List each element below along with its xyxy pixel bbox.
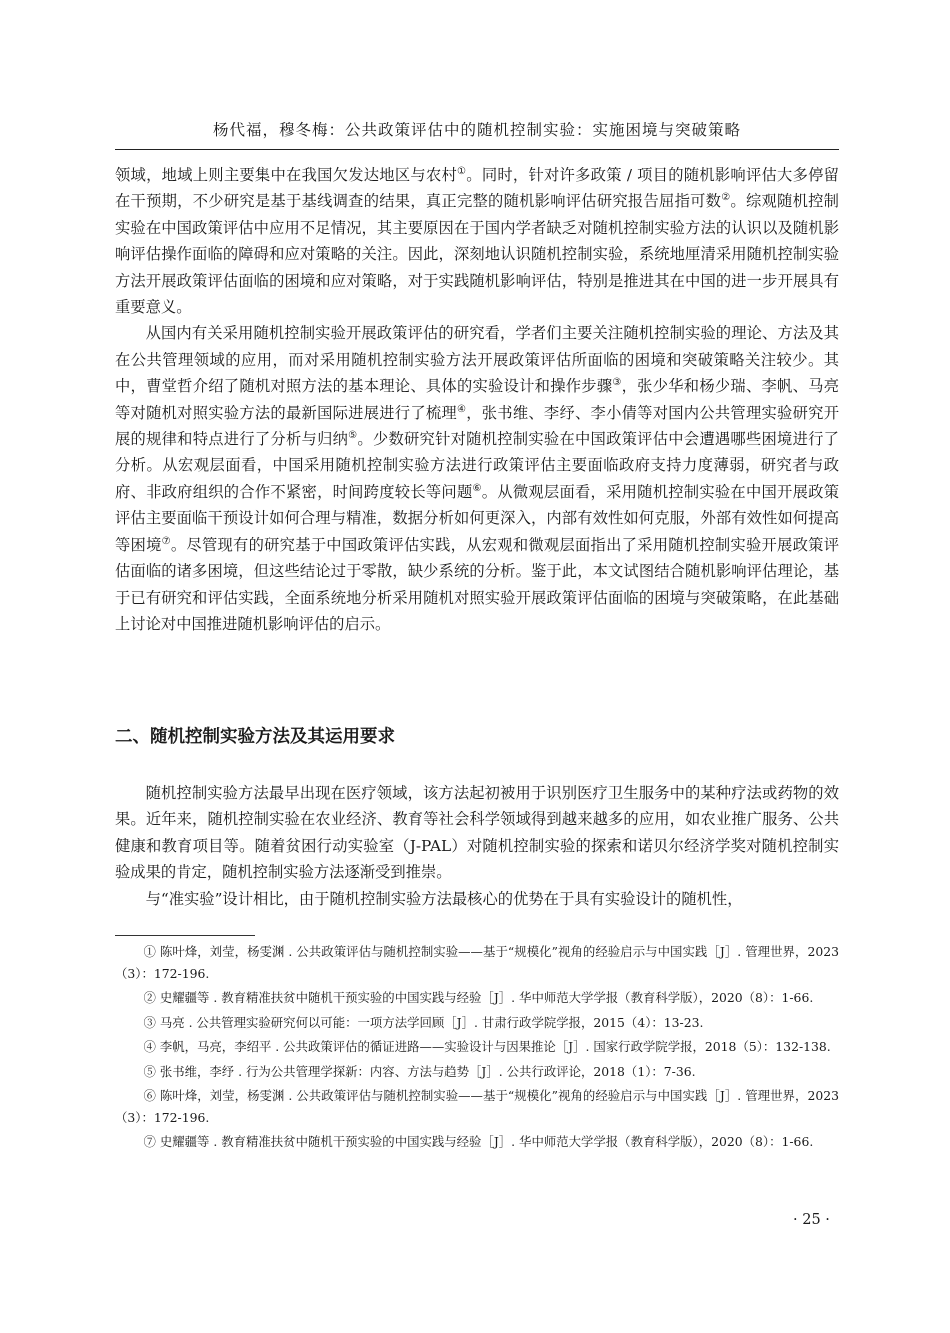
footnote-5: ⑤ 张书维，李纾 . 行为公共管理学探新：内容、方法与趋势［J］. 公共行政评论，2018（1）：7-36. xyxy=(143,1063,696,1079)
footnote-ref-2[interactable]: ② xyxy=(721,192,731,204)
footnote-ref-4[interactable]: ④ xyxy=(456,403,467,415)
running-header: 杨代福，穆冬梅：公共政策评估中的随机控制实验：实施困境与突破策略 xyxy=(212,121,741,139)
intro-text xyxy=(115,162,839,637)
footnote-6: ⑥ 陈叶烽，刘莹，杨雯渊 . 公共政策评估与随机控制实验——基于“规模化”视角的经验启示与中国实践［J］. 管理世界，2023（3）：172-196. xyxy=(115,1088,839,1125)
paragraph-2 xyxy=(115,320,839,637)
paragraph-1-part-b: 。同时，针对许多政策 / 项目的随机影响评估大多停留在干预期，不少研究是基于基线调查的结果，真正完整的随机影响评估研究报告屈指可数 xyxy=(115,166,839,211)
footnote-ref-3[interactable]: ③ xyxy=(612,377,622,389)
paragraph-2-part-d: 。少数研究针对随机控制实验在中国政策评估中会遭遇哪些困境进行了分析。从宏观层面看，中国采用随机控制实验方法进行政策评估主要面临政府支持力度薄弱，研究者与政府、非政府组织的合作不紧密，时间跨度较长等问题 xyxy=(115,430,839,501)
section-2-paragraph-2: 与“准实验”设计相比，由于随机控制实验方法最核心的优势在于具有实验设计的随机性， xyxy=(145,889,743,908)
footnote-ref-5[interactable]: ⑤ xyxy=(348,429,358,441)
section-2-text xyxy=(115,780,839,912)
paragraph-2-part-b: ，张少华和杨少瑞、李帆、马亮等对随机对照实验方法的最新国际进展进行了梳理 xyxy=(115,377,839,422)
footnote-3: ③ 马亮 . 公共管理实验研究何以可能：一项方法学回顾［J］. 甘肃行政学院学报，2015（4）：13-23. xyxy=(143,1014,704,1030)
page-number: · 25 · xyxy=(793,1212,830,1228)
footnote-ref-1[interactable]: ① xyxy=(457,165,467,177)
footnote-4: ④ 李帆，马亮，李绍平 . 公共政策评估的循证进路——实验设计与因果推论［J］. 国家行政学院学报，2018（5）：132-138. xyxy=(143,1039,831,1054)
footnote-ref-7[interactable]: ⑦ xyxy=(161,535,171,547)
section-2-paragraph-1: 随机控制实验方法最早出现在医疗领域，该方法起初被用于识别医疗卫生服务中的某种疗法或药物的效果。近年来，随机控制实验在农业经济、教育等社会科学领域得到越来越多的应用，如农业推广服务、公共健康和教育项目等。随着贫困行动实验室（J-PAL）对随机控制实验的探索和诺贝尔经济学奖对随机控制实验成果的肯定，随机控制实验方法逐渐受到推崇。 xyxy=(115,784,839,882)
paragraph-2-part-f: 。尽管现有的研究基于中国政策评估实践，从宏观和微观层面指出了采用随机控制实验开展政策评估面临的诸多困境，但这些结论过于零散，缺少系统的分析。鉴于此，本文试图结合随机影响评估理论，基于已有研究和评估实践，全面系统地分析采用随机对照实验开展政策评估面临的困境与突破策略，在此基础上讨论对中国推进随机影响评估的启示。 xyxy=(115,535,839,633)
header-divider xyxy=(115,149,839,150)
paragraph-1 xyxy=(115,162,839,320)
footnotes xyxy=(115,941,839,1156)
paragraph-1-part-a: 领域，地域上则主要集中在我国欠发达地区与农村 xyxy=(115,166,458,184)
paragraph-2-part-e: 。从微观层面看，采用随机控制实验在中国开展政策评估主要面临干预设计如何合理与精准，数据分析如何更深入，内部有效性如何克服，外部有效性如何提高等困境 xyxy=(115,482,839,554)
section-heading: 二、随机控制实验方法及其运用要求 xyxy=(115,727,395,747)
footnote-divider xyxy=(115,935,255,936)
footnote-1: ① 陈叶烽，刘莹，杨雯渊 . 公共政策评估与随机控制实验——基于“规模化”视角的经验启示与中国实践［J］. 管理世界，2023（3）：172-196. xyxy=(115,944,839,981)
footnote-ref-6[interactable]: ⑥ xyxy=(472,482,482,494)
footnote-2: ② 史耀疆等 . 教育精准扶贫中随机干预实验的中国实践与经验［J］. 华中师范大学学报（教育科学版），2020（8）：1-66. xyxy=(143,990,814,1005)
footnote-7: ⑦ 史耀疆等 . 教育精准扶贫中随机干预实验的中国实践与经验［J］. 华中师范大学学报（教育科学版），2020（8）：1-66. xyxy=(143,1134,814,1149)
paragraph-2-part-a: 从国内有关采用随机控制实验开展政策评估的研究看，学者们主要关注随机控制实验的理论、方法及其在公共管理领域的应用，而对采用随机控制实验方法开展政策评估所面临的困境和突破策略关注较少。其中，曹堂哲介绍了随机对照方法的基本理论、具体的实验设计和操作步骤 xyxy=(115,324,839,396)
paragraph-2-part-c: ，张书维、李纾、李小倩等对国内公共管理实验研究开展的规律和特点进行了分析与归纳 xyxy=(115,403,839,449)
paragraph-1-part-c: 。综观随机控制实验在中国政策评估中应用不足情况，其主要原因在于国内学者缺乏对随机控制实验方法的认识以及随机影响评估操作面临的障碍和应对策略的关注。因此，深刻地认识随机控制实验，系统地厘清采用随机控制实验方法开展政策评估面临的困境和应对策略，对于实践随机影响评估，特别是推进其在中国的进一步开展具有重要意义。 xyxy=(115,192,839,317)
